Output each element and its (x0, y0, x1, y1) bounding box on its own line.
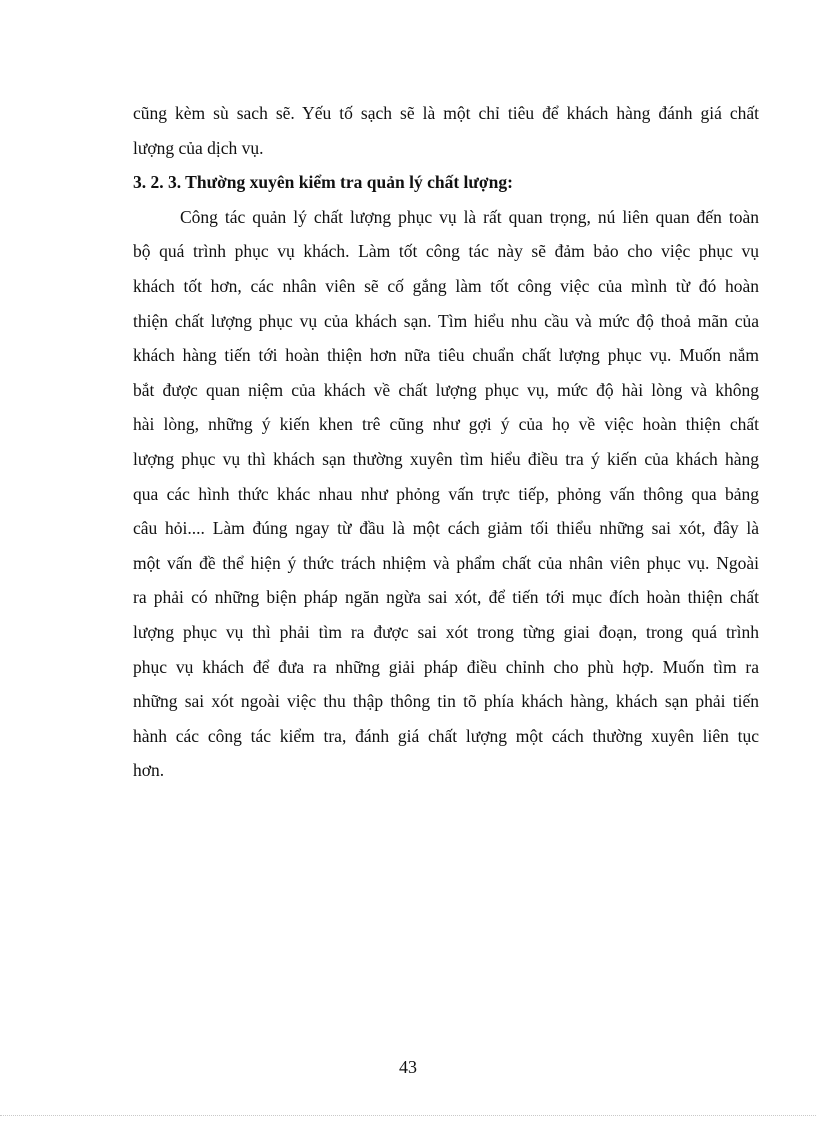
text-line: bắt được quan niệm của khách về chất lượng phục vụ, mức độ hài lòng và không (133, 379, 759, 400)
paragraph-first-line: Công tác quản lý chất lượng phục vụ là rất quan trọng, nú liên quan đến toàn (180, 206, 759, 227)
text-line: khách tốt hơn, các nhân viên sẽ cố gắng làm tốt công việc của mình từ đó hoàn (133, 275, 759, 296)
text-line: bộ quá trình phục vụ khách. Làm tốt công tác này sẽ đảm bảo cho việc phục vụ (133, 241, 759, 262)
text-line: hơn. (133, 760, 165, 781)
page-number: 43 (399, 1057, 417, 1077)
text-line: hành các công tác kiểm tra, đánh giá chất lượng một cách thường xuyên liên tục (133, 725, 759, 746)
text-line: câu hỏi.... Làm đúng ngay từ đầu là một cách giảm tối thiểu những sai xót, đây là (133, 518, 759, 539)
text-line: lượng của dịch vụ. (133, 137, 264, 158)
text-line: lượng phục vụ thì khách sạn thường xuyên tìm hiểu điều tra ý kiến của khách hàng (133, 448, 759, 469)
text-line: lượng phục vụ thì phải tìm ra được sai xót trong từng giai đoạn, trong quá trình (133, 621, 759, 642)
page-body (133, 96, 759, 788)
section-heading: 3. 2. 3. Thường xuyên kiểm tra quản lý chất lượng: (133, 172, 513, 193)
text-line: một vấn đề thể hiện ý thức trách nhiệm và phẩm chất của nhân viên phục vụ. Ngoài (133, 552, 759, 573)
text-line: hài lòng, những ý kiến khen trê cũng như gợi ý của họ về việc hoàn thiện chất (133, 414, 759, 435)
text-line: ra phải có những biện pháp ngăn ngừa sai xót, để tiến tới mục đích hoàn thiện chất (133, 587, 759, 608)
text-line: qua các hình thức khác nhau như phỏng vấn trực tiếp, phỏng vấn thông qua bảng (133, 483, 759, 504)
text-line: khách hàng tiến tới hoàn thiện hơn nữa tiêu chuẩn chất lượng phục vụ. Muốn nắm (133, 345, 759, 366)
page-bottom-divider (0, 1115, 816, 1116)
text-line: cũng kèm sù sach sẽ. Yếu tố sạch sẽ là một chỉ tiêu để khách hàng đánh giá chất (133, 103, 759, 123)
text-line: những sai xót ngoài việc thu thập thông tin tõ phía khách hàng, khách sạn phải tiến (133, 691, 759, 712)
text-line: phục vụ khách để đưa ra những giải pháp điều chỉnh cho phù hợp. Muốn tìm ra (133, 656, 759, 677)
text-line: thiện chất lượng phục vụ của khách sạn. Tìm hiểu nhu cầu và mức độ thoả mãn của (133, 310, 759, 331)
